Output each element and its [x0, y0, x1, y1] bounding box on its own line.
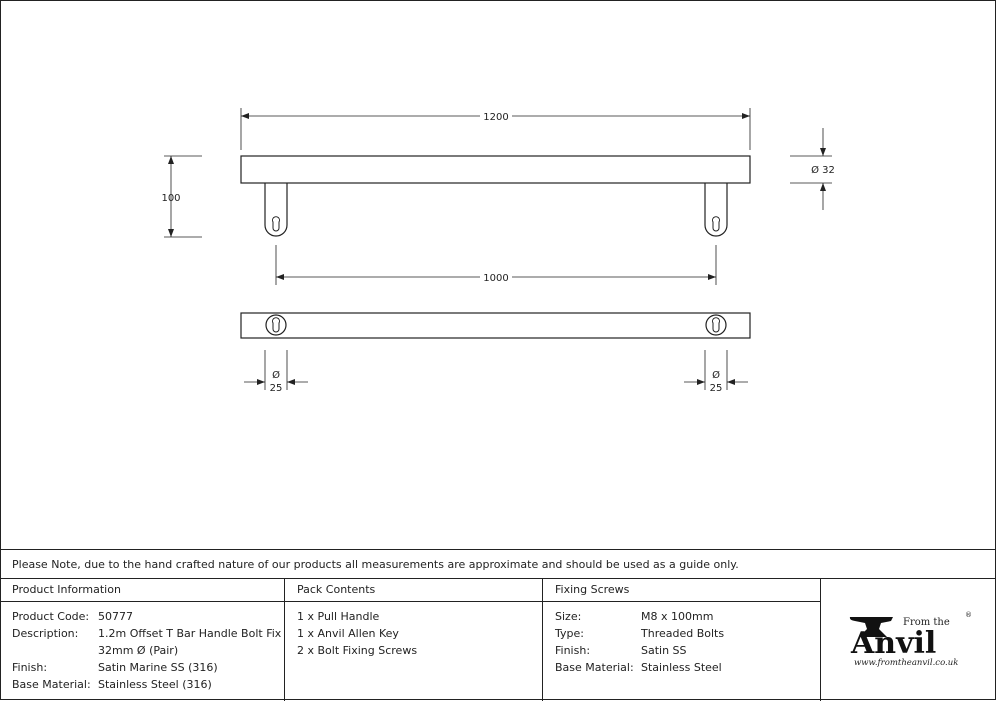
logo-brand: Anvil	[851, 626, 937, 661]
screw-key: Type:	[555, 627, 584, 640]
pack-item: 1 x Anvil Allen Key	[297, 627, 399, 640]
pack-item: 2 x Bolt Fixing Screws	[297, 644, 418, 657]
right-post	[705, 183, 727, 236]
right-post-diameter-value: 25	[709, 383, 723, 394]
product-key	[12, 642, 98, 659]
product-information-heading: Product Information	[0, 579, 284, 602]
product-key: Product Code:	[12, 610, 90, 623]
left-post	[265, 183, 287, 236]
product-row	[12, 642, 284, 659]
logo-from-the: From the	[903, 617, 950, 628]
screw-key: Finish:	[555, 644, 591, 657]
product-row	[12, 676, 284, 693]
right-keyhole	[713, 217, 720, 231]
length-label: 1200	[483, 112, 509, 123]
side-view-bar	[241, 156, 750, 183]
product-key: Description:	[12, 627, 79, 640]
product-information-column	[0, 579, 285, 701]
screw-row	[555, 625, 820, 642]
logo-registered: ®	[965, 611, 972, 619]
pack-contents-column	[285, 579, 543, 701]
screw-row	[555, 608, 820, 625]
info-table	[0, 578, 996, 701]
pack-item: 1 x Pull Handle	[297, 610, 380, 623]
right-post-diameter-symbol: Ø	[712, 370, 720, 381]
fixing-screws-column	[543, 579, 820, 701]
centres-label: 1000	[483, 273, 509, 284]
product-row	[12, 625, 284, 642]
product-value: Stainless Steel (316)	[98, 678, 212, 691]
screw-value: Stainless Steel	[641, 661, 722, 674]
screw-row	[555, 659, 820, 676]
left-post-diameter-symbol: Ø	[272, 370, 280, 381]
left-post-diameter-value: 25	[269, 383, 283, 394]
pack-contents-heading: Pack Contents	[285, 579, 542, 602]
screw-key: Size:	[555, 610, 582, 623]
product-value: Satin Marine SS (316)	[98, 661, 218, 674]
measurement-note: Please Note, due to the hand crafted nature of our products all measurements are approximate and should be used as a guide only.	[0, 549, 996, 578]
product-key: Finish:	[12, 661, 48, 674]
screw-row	[555, 642, 820, 659]
screw-value: M8 x 100mm	[641, 610, 714, 623]
screw-value: Satin SS	[641, 644, 687, 657]
product-row	[12, 608, 284, 625]
product-value: 1.2m Offset T Bar Handle Bolt Fix	[98, 627, 282, 640]
product-value: 50777	[98, 610, 133, 623]
product-row	[12, 659, 284, 676]
height-label: 100	[161, 193, 181, 204]
screw-value: Threaded Bolts	[641, 627, 725, 640]
left-keyhole	[273, 217, 280, 231]
product-value: 32mm Ø (Pair)	[98, 644, 179, 657]
screw-key: Base Material:	[555, 661, 634, 674]
logo-url: www.fromtheanvil.co.uk	[854, 658, 959, 668]
fixing-screws-heading: Fixing Screws	[543, 579, 820, 602]
top-view-bar	[241, 313, 750, 338]
bar-diameter-label: Ø 32	[811, 165, 835, 176]
from-the-anvil-logo	[820, 579, 996, 701]
product-key: Base Material:	[12, 678, 91, 691]
